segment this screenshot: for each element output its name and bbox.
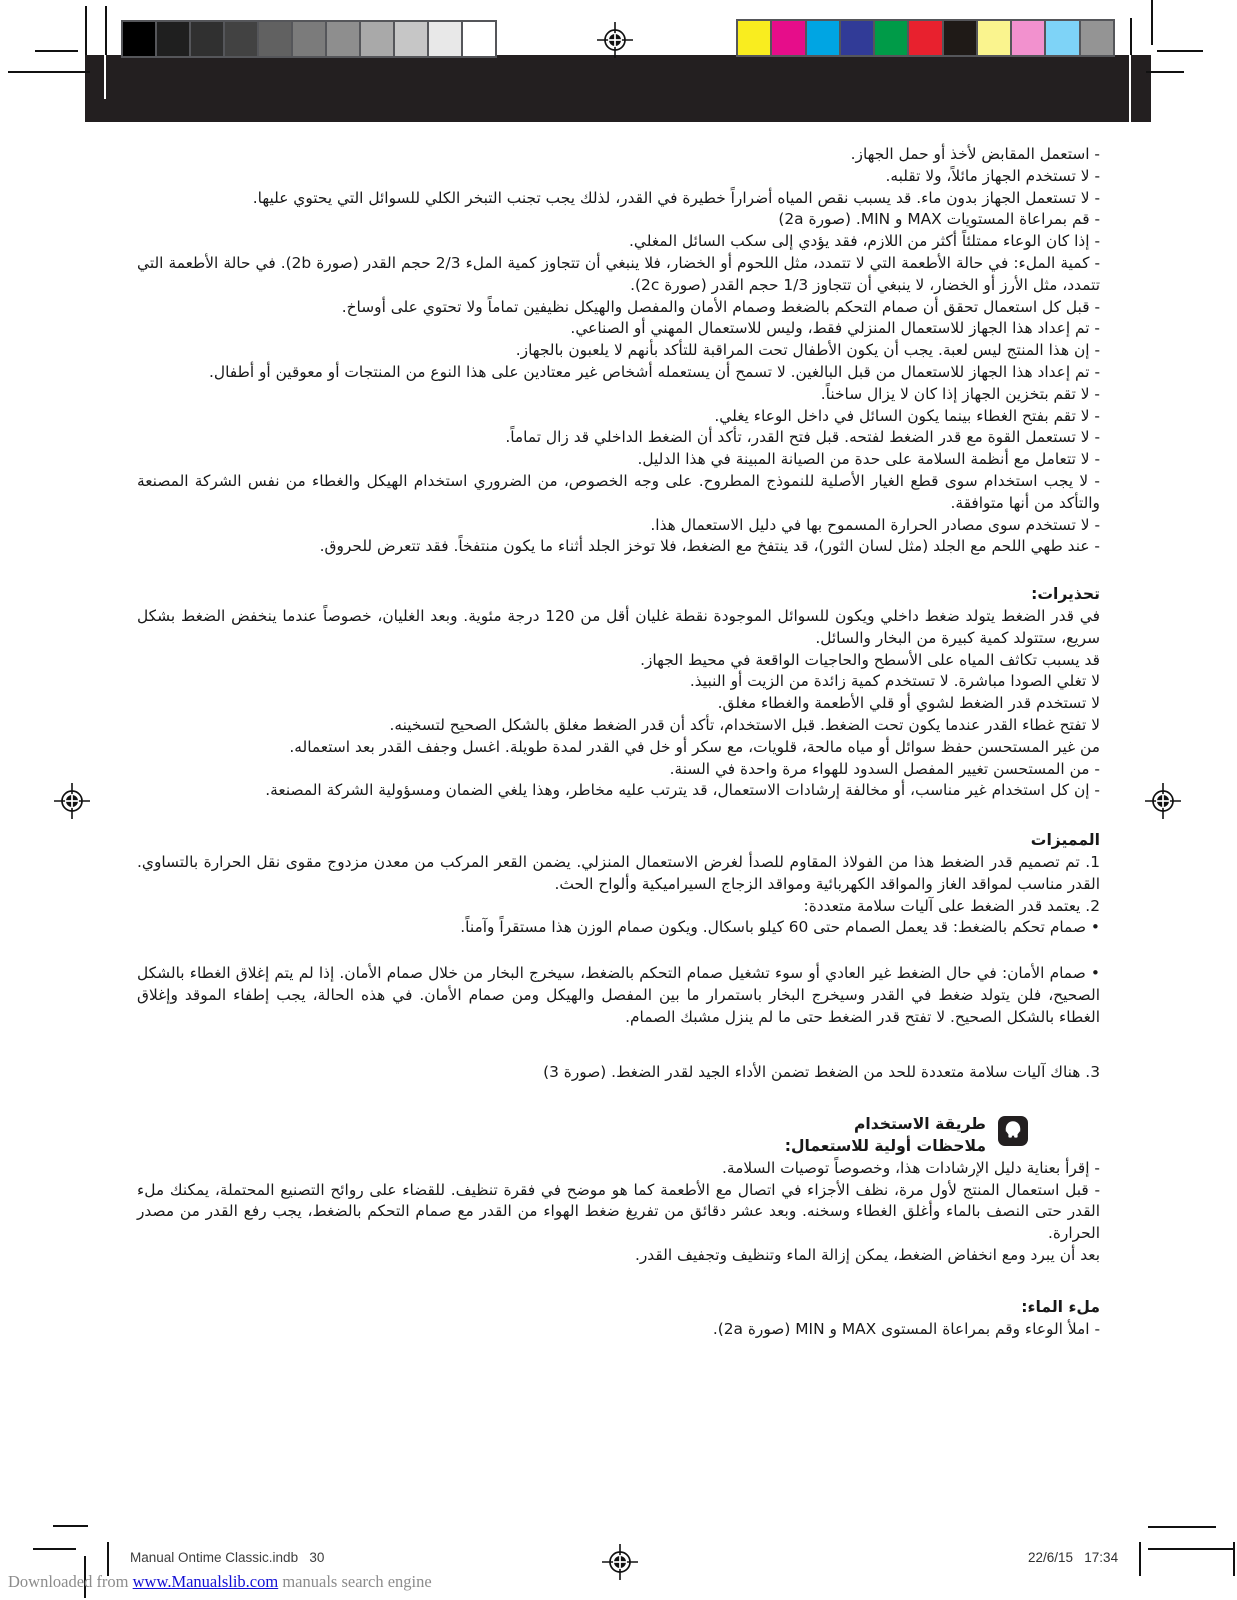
crop-mark-line <box>33 1548 76 1550</box>
crop-mark-line <box>35 50 78 52</box>
grayscale-swatch <box>293 22 325 56</box>
crop-mark-line <box>1139 1542 1141 1576</box>
warning-line: لا تفتح غطاء القدر عندما يكون تحت الضغط. قبل الاستخدام، تأكد أن قدر الضغط مغلق بالشكل الصحيح لتسخينه. <box>389 715 1100 734</box>
safety-bullet: - عند طهي اللحم مع الجلد (مثل لسان الثور)، قد ينتفخ مع الضغط، فلا توخز الجلد أثناء ما يكون منتفخاً. فقد تتعرض للحروق. <box>319 537 1100 556</box>
feature-line: • صمام الأمان: في حال الضغط غير العادي أو سوء تشغيل صمام التحكم بالضغط، سيخرج البخار من خلال صمام الأمان. إذا لم يتم إغلاق الغطاء بالشكل الصحيح، فلن يتولد ضغط في القدر وسيخرج البخار باستمرار ما بين المفصل والهيكل ومن صمام الأمان. في هذه الحالة، يجب إطفاء الموقد وإغلاق الغطاء بالشكل الصحيح. لا تفتح قدر الضغط حتى ما لم ينزل مشبك الصمام. <box>137 964 1100 1026</box>
section-water-fill <box>137 1297 1100 1341</box>
feature-line: 2. يعتمد قدر الضغط على آليات سلامة متعددة: <box>803 896 1100 915</box>
usage-heading-block <box>137 1114 1028 1158</box>
safety-bullet: - لا تتعامل مع أنظمة السلامة على حدة من الصيانة المبينة في هذا الدليل. <box>637 450 1100 469</box>
warning-line: في قدر الضغط يتولد ضغط داخلي ويكون للسوائل الموجودة نقطة غليان أقل من 120 درجة مئوية. وبعد الغليان، خصوصاً عندما ينخفض الضغط بشكل سريع، ستتولد كمية كبيرة من البخار والسائل. <box>137 606 1100 647</box>
safety-bullet: - لا تقم بتخزين الجهاز إذا كان لا يزال ساخناً. <box>820 384 1100 403</box>
usage-line: - قبل استعمال المنتج لأول مرة، نظف الأجزاء في اتصال مع الأطعمة كما هو موضح في فقرة تنظيف. للقضاء على روائح التصنيع المحتملة، يمكنك ملء القدر حتى النصف بالماء وأغلق الغطاء وسخنه. وبعد عشر دقائق من تفريغ ضغط الهواء من القدر مع صمام التحكم بالضغط، يجب رفع القدر من مصدر الحرارة. <box>137 1180 1100 1243</box>
color-swatch <box>841 21 873 55</box>
safety-bullet: - قم بمراعاة المستويات MAX و MIN. (صورة 2a) <box>778 210 1100 229</box>
downloaded-from-line <box>8 1572 432 1592</box>
color-swatch <box>1046 21 1078 55</box>
color-swatch <box>738 21 770 55</box>
color-swatch <box>807 21 839 55</box>
warning-line: لا تغلي الصودا مباشرة. لا تستخدم كمية زائدة من الزيت أو النبيذ. <box>689 672 1100 691</box>
header-black-band <box>85 55 1151 122</box>
features-heading: المميزات <box>1030 831 1100 850</box>
crop-mark-line <box>1151 0 1153 45</box>
crop-mark-line <box>107 1542 109 1576</box>
usage-line: - إقرأ بعناية دليل الإرشادات هذا، وخصوصاً توصيات السلامة. <box>721 1158 1100 1177</box>
safety-bullet: - قبل كل استعمال تحقق أن صمام التحكم بالضغط وصمام الأمان والمفصل والهيكل نظيفين تماماً ولا تحتوي على أوساخ. <box>341 297 1100 316</box>
crop-mark-line <box>1148 1526 1216 1528</box>
crop-mark-line <box>1129 55 1131 122</box>
safety-bullet: - لا تستعمل الجهاز بدون ماء. قد يسبب نقص المياه أضراراً خطيرة في القدر، لذلك يجب تجنب التبخر الكلي للسوائل التي يحتوي عليها. <box>252 188 1100 207</box>
section-safety-bullets <box>137 144 1100 558</box>
crop-mark-line <box>1130 18 1132 55</box>
grayscale-swatch <box>395 22 427 56</box>
color-swatch <box>944 21 976 55</box>
warnings-heading: تحذيرات: <box>1031 585 1100 604</box>
color-swatch <box>1081 21 1113 55</box>
safety-bullet: - لا تستخدم الجهاز مائلاً، ولا تقلبه. <box>885 166 1100 185</box>
safety-bullet: - لا تستعمل القوة مع قدر الضغط لفتحه. قبل فتح القدر، تأكد أن الضغط الداخلي قد زال تماماً. <box>505 428 1100 447</box>
grayscale-swatch <box>157 22 189 56</box>
safety-bullet: - إن هذا المنتج ليس لعبة. يجب أن يكون الأطفال تحت المراقبة للتأكد بأنهم لا يلعبون بالجهاز. <box>515 341 1100 360</box>
grayscale-calibration-bar <box>121 20 497 58</box>
crop-mark-line <box>104 55 106 99</box>
color-swatch <box>1012 21 1044 55</box>
water-fill-line: - املأ الوعاء وقم بمراعاة المستوى MAX و MIN (صورة 2a). <box>712 1319 1100 1338</box>
safety-bullet: - استعمل المقابض لأخذ أو حمل الجهاز. <box>850 145 1100 163</box>
color-swatch <box>875 21 907 55</box>
section-features <box>137 830 1100 1084</box>
grayscale-swatch <box>429 22 461 56</box>
warning-line: قد يسبب تكاثف المياه على الأسطح والحاجيات الواقعة في محيط الجهاز. <box>640 650 1100 669</box>
crop-mark-line <box>105 6 107 55</box>
safety-bullet: - لا يجب استخدام سوى قطع الغيار الأصلية للنموذج المطروح. على وجه الخصوص، من الضروري استخدام الهيكل والغطاء من نفس الشركة المصنعة والتأكد من أنها متوافقة. <box>137 471 1100 512</box>
color-swatch <box>772 21 804 55</box>
safety-bullet: - إذا كان الوعاء ممتلئاً أكثر من اللازم، فقد يؤدي إلى سكب السائل المغلي. <box>629 232 1100 251</box>
downloaded-suffix: manuals search engine <box>278 1572 432 1591</box>
feature-line: • صمام تحكم بالضغط: قد يعمل الصمام حتى 60 كيلو باسكال. ويكون صمام الوزن هذا مستقراً وآمناً. <box>460 918 1100 937</box>
warning-line: من غير المستحسن حفظ سوائل أو مياه مالحة، قلويات، مع سكر أو خل في القدر لمدة طويلة. اغسل وجفف القدر بعد استعماله. <box>289 737 1100 756</box>
safety-bullet: - تم إعداد هذا الجهاز للاستعمال المنزلي فقط، وليس للاستعمال المهني أو الصناعي. <box>570 319 1100 338</box>
safety-bullet: - كمية الملء: في حالة الأطعمة التي لا تتمدد، مثل اللحوم أو الخضار، فلا ينبغي أن تتجاوز كمية الملء 2/3 حجم القدر (صورة 2b). في حالة الأطعمة التي تتمدد، مثل الأرز أو الخضار، لا ينبغي أن تتجاوز 1/3 حجم القدر (صورة 2c). <box>137 253 1101 294</box>
usage-subheading: ملاحظات أولية للاستعمال: <box>784 1137 986 1156</box>
section-usage <box>137 1114 1100 1267</box>
plug-icon <box>998 1116 1028 1146</box>
grayscale-swatch <box>123 22 155 56</box>
grayscale-swatch <box>463 22 495 56</box>
color-swatch <box>909 21 941 55</box>
safety-bullet: - تم إعداد هذا الجهاز للاستعمال من قبل البالغين. لا تسمح أن يستعمله أشخاص غير معتادين على هذا النوع من المنتجات أو معوقين أو أطفال. <box>209 362 1100 381</box>
usage-line: بعد أن يبرد ومع انخفاض الضغط، يمكن إزالة الماء وتنظيف وتجفيف القدر. <box>634 1246 1100 1265</box>
grayscale-swatch <box>191 22 223 56</box>
feature-line: 1. تم تصميم قدر الضغط هذا من الفولاذ المقاوم للصدأ لغرض الاستعمال المنزلي. يضمن القعر المركب من معدن مزدوج مقوى نقل الحرارة بالتساوي. القدر مناسب لمواقد الغاز والمواقد الكهربائية ومواقد الزجاج السيراميكية وألواح الحث. <box>137 852 1100 893</box>
usage-heading: طريقة الاستخدام <box>853 1115 986 1134</box>
crop-mark-line <box>1233 1542 1235 1576</box>
crop-mark-line <box>8 71 90 73</box>
safety-bullet: - لا تقم بفتح الغطاء بينما يكون السائل في داخل الوعاء يغلي. <box>714 406 1100 425</box>
warning-line: لا تستخدم قدر الضغط لشوي أو قلي الأطعمة والغطاء مغلق. <box>717 694 1100 713</box>
grayscale-swatch <box>259 22 291 56</box>
footer-datetime: 22/6/15 17:34 <box>1028 1550 1119 1565</box>
registration-crosshair-icon <box>597 22 633 58</box>
footer-filename: Manual Ontime Classic.indb 30 <box>130 1550 325 1565</box>
color-calibration-bar <box>736 19 1115 57</box>
safety-bullet: - لا تستخدم سوى مصادر الحرارة المسموح بها في دليل الاستعمال هذا. <box>650 515 1100 534</box>
registration-crosshair-icon <box>54 783 90 819</box>
crop-mark-line <box>1157 50 1203 52</box>
crop-mark-line <box>1148 1548 1234 1550</box>
registration-crosshair-icon <box>1145 783 1181 819</box>
grayscale-swatch <box>327 22 359 56</box>
color-swatch <box>978 21 1010 55</box>
crop-mark-line <box>85 6 87 55</box>
grayscale-swatch <box>225 22 257 56</box>
registration-crosshair-icon <box>602 1544 638 1580</box>
manualslib-link[interactable]: www.Manualslib.com <box>132 1572 279 1591</box>
warning-line: - إن كل استخدام غير مناسب، أو مخالفة إرشادات الاستعمال، قد يترتب عليه مخاطر، وهذا يلغي الضمان ومسؤولية الشركة المصنعة. <box>265 781 1100 800</box>
grayscale-swatch <box>361 22 393 56</box>
water-fill-heading: ملء الماء: <box>1021 1297 1100 1316</box>
crop-mark-line <box>53 1525 88 1527</box>
feature-line: 3. هناك آليات سلامة متعددة للحد من الضغط تضمن الأداء الجيد لقدر الضغط. (صورة 3) <box>543 1063 1100 1082</box>
downloaded-prefix: Downloaded from <box>8 1572 133 1591</box>
warning-line: - من المستحسن تغيير المفصل السدود للهواء مرة واحدة في السنة. <box>669 759 1100 778</box>
crop-mark-line <box>1146 71 1184 73</box>
section-warnings <box>137 584 1100 802</box>
manual-text-body <box>137 144 1100 1340</box>
